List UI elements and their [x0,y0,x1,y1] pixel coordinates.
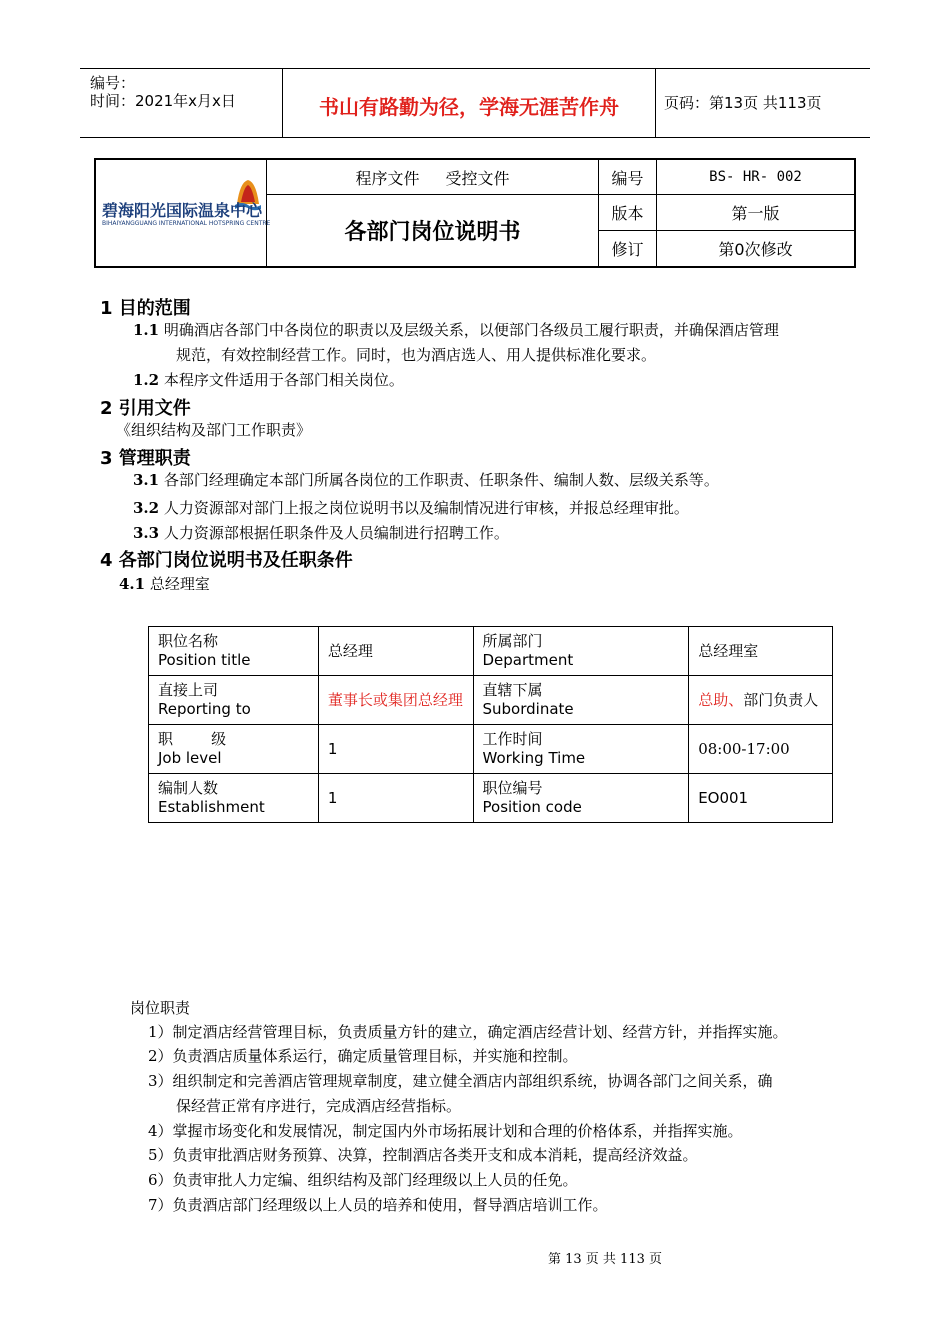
version-value: 第一版 [731,204,780,223]
table-row [149,774,833,823]
section-3-3 [133,521,509,546]
label-cell [473,676,689,725]
logo-english: BIHAIYANGGUANG INTERNATIONAL HOTSPRING CENTRE [102,220,271,227]
page-header [80,68,870,138]
report-cn: 直接上司 [158,681,219,699]
section-2-text: 《组织结构及部门工作职责》 [116,421,312,439]
page-label: 页码：第13页 共113页 [664,94,822,112]
company-logo [102,170,271,256]
estab-value: 1 [318,774,473,823]
duty-item: 3）组织制定和完善酒店管理规章制度，建立健全酒店内部组织系统，协调各部门之间关系，确 [148,1072,773,1090]
label-cell [473,774,689,823]
number-value: BS- HR- 002 [709,169,802,185]
label-cell [149,774,319,823]
estab-en: Establishment [158,798,265,816]
number-cell-label: 编号 [611,168,644,188]
label-cell [149,627,319,676]
section-3-3-text: 人力资源部根据任职条件及人员编制进行招聘工作。 [163,524,509,542]
dept-en: Department [482,651,574,669]
section-1-title: 1 目的范围 [100,298,191,319]
section-3-1 [133,468,719,493]
section-4-title: 4 各部门岗位说明书及任职条件 [100,550,353,571]
doc-title: 各部门岗位说明书 [344,220,521,245]
table-row [149,627,833,676]
doc-type-cell [267,160,598,194]
label-cell [149,676,319,725]
level-en: Job level [158,749,222,767]
sub-cn: 直辖下属 [482,681,543,699]
duties-title: 岗位职责 [130,999,191,1017]
logo-name: 碧海阳光国际温泉中心 [102,201,263,220]
section-3-1-number: 3.1 [133,471,160,489]
label-cell [149,725,319,774]
section-1-1-number: 1.1 [133,321,160,339]
duty-item-cont: 保经营正常有序进行，完成酒店经营指标。 [176,1097,462,1115]
table-row [149,676,833,725]
document-control-table [94,158,856,268]
section-2-title: 2 引用文件 [100,398,191,419]
report-en: Reporting to [158,700,251,718]
position-table [148,626,833,823]
doc-type: 程序文件 [355,168,420,188]
section-1-2-text: 本程序文件适用于各部门相关岗位。 [163,371,404,389]
controlled-label: 受控文件 [445,168,510,188]
pos-title-cn: 职位名称 [158,632,219,650]
label-cell [473,627,689,676]
code-value: EO001 [689,774,833,823]
section-3-title: 3 管理职责 [100,448,191,469]
section-3-2-text: 人力资源部对部门上报之岗位说明书以及编制情况进行审核，并报总经理审批。 [163,499,689,517]
section-3-2 [133,496,689,521]
dept-cn: 所属部门 [482,632,543,650]
code-en: Position code [482,798,582,816]
duty-item: 5）负责审批酒店财务预算、决算，控制酒店各类开支和成本消耗，提高经济效益。 [148,1146,698,1164]
duty-item: 6）负责审批人力定编、组织结构及部门经理级以上人员的任免。 [148,1171,578,1189]
level-cn: 职 级 [158,730,227,748]
section-4-1-text: 总经理室 [149,575,210,593]
duty-item: 1）制定酒店经营管理目标，负责质量方针的建立，确定酒店经营计划、经营方针，并指挥实施。 [148,1023,788,1041]
number-label: 编号： [90,74,136,92]
section-3-1-text: 各部门经理确定本部门所属各岗位的工作职责、任职条件、编制人数、层级关系等。 [163,471,719,489]
section-1-2 [133,368,404,393]
level-value: 1 [318,725,473,774]
section-1-1-line2: 规范，有效控制经营工作。同时，也为酒店选人、用人提供标准化要求。 [176,346,657,364]
section-1-1-line1: 明确酒店各部门中各岗位的职责以及层级关系，以便部门各级员工履行职责，并确保酒店管理 [163,321,779,339]
pos-title-en: Position title [158,651,251,669]
revision-label: 修订 [611,240,644,259]
pos-title-value: 总经理 [318,627,473,676]
page-footer: 第 13 页 共 113 页 [547,1252,663,1267]
version-label: 版本 [611,204,644,223]
duty-item: 2）负责酒店质量体系运行，确定质量管理目标，并实施和控制。 [148,1047,578,1065]
sub-value-red: 总助、 [698,690,744,709]
header-motto-cell [282,69,656,137]
time-label: 时间：2021年x月x日 [90,92,236,110]
duty-item: 7）负责酒店部门经理级以上人员的培养和使用，督导酒店培训工作。 [148,1196,608,1214]
label-cell [473,725,689,774]
section-3-3-number: 3.3 [133,524,160,542]
code-cn: 职位编号 [482,779,543,797]
section-4-1 [119,572,210,597]
time-value: 08:00-17:00 [689,725,833,774]
section-4-1-number: 4.1 [119,575,146,593]
header-page-cell [656,69,870,137]
revision-value: 第0次修改 [718,240,793,259]
sub-value [689,676,833,725]
duty-item: 4）掌握市场变化和发展情况，制定国内外市场拓展计划和合理的价格体系，并指挥实施。 [148,1122,743,1140]
motto: 书山有路勤为径，学海无涯苦作舟 [319,95,619,119]
estab-cn: 编制人数 [158,779,219,797]
time-en: Working Time [482,749,586,767]
sub-value-rest: 部门负责人 [743,690,819,709]
table-row [149,725,833,774]
sub-en: Subordinate [482,700,574,718]
section-3-2-number: 3.2 [133,499,160,517]
dept-value: 总经理室 [689,627,833,676]
header-meta [80,69,280,137]
time-cn: 工作时间 [482,730,543,748]
section-1-2-number: 1.2 [133,371,160,389]
report-value: 董事长或集团总经理 [318,676,473,725]
section-1-1 [133,318,873,343]
